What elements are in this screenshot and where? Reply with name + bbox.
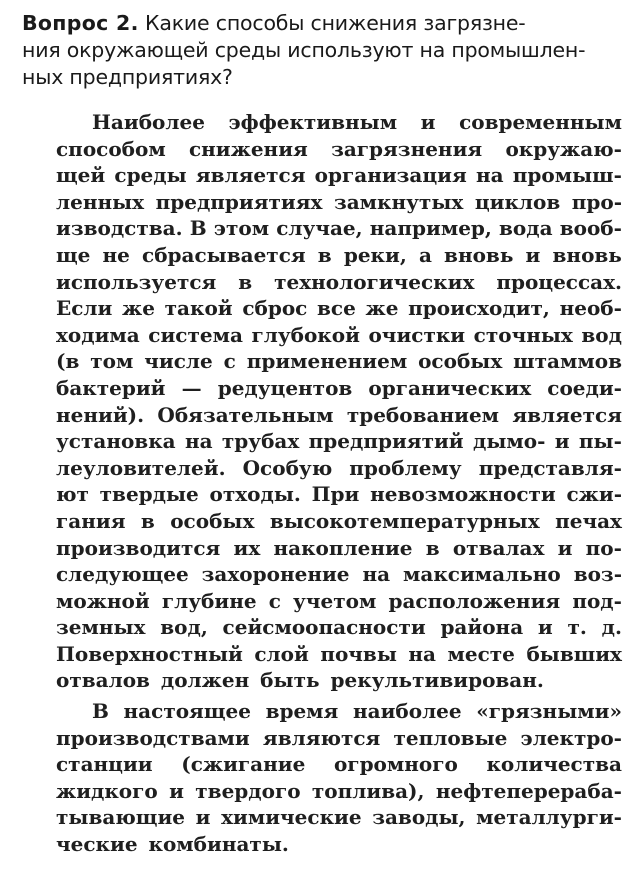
word: и — [420, 110, 436, 134]
word: реки, — [343, 242, 407, 267]
word: очистки — [368, 322, 466, 347]
word: производствами — [56, 725, 250, 750]
word: тепловые — [393, 725, 508, 750]
word: бактерий — [56, 375, 166, 400]
word: сейсмоопасности — [222, 615, 426, 640]
word: твердые — [99, 482, 199, 507]
word: Наиболее — [92, 110, 205, 134]
word: на — [408, 641, 436, 666]
text-line — [56, 375, 622, 402]
word: ют — [56, 482, 89, 507]
text-line — [56, 751, 622, 778]
word: изводства. — [56, 216, 183, 241]
word: представля- — [478, 455, 622, 480]
word: производится — [56, 535, 221, 560]
word: в — [425, 535, 440, 560]
word: требованием — [346, 402, 500, 427]
text-line — [56, 804, 622, 831]
word: невозможности — [370, 482, 556, 507]
question-text: Какие способы снижения загрязне- — [145, 11, 526, 35]
word: глубине — [161, 588, 257, 613]
text-line — [56, 136, 622, 163]
word: следующее — [56, 562, 189, 587]
word: Особую — [242, 455, 333, 480]
word: и — [525, 242, 541, 267]
word: их — [233, 535, 261, 560]
word: почвы — [320, 641, 397, 666]
text-line — [56, 189, 622, 216]
word: ходима — [56, 322, 140, 347]
word: и — [537, 615, 553, 640]
word: вновь — [444, 242, 514, 267]
word: накопление — [273, 535, 413, 560]
word: (сжигание — [181, 752, 306, 777]
word: загрязнения — [331, 136, 483, 161]
word: воз- — [573, 562, 622, 587]
word: и — [557, 535, 573, 560]
question-block — [22, 10, 622, 91]
word: земных — [56, 615, 146, 640]
word: штаммов — [513, 349, 622, 374]
word: отвалах — [452, 535, 545, 560]
word: Если — [56, 296, 113, 321]
word: промыш- — [512, 163, 622, 188]
word: т. — [567, 615, 587, 640]
word: печах — [555, 508, 622, 533]
text-line: отвалов должен быть рекультивирован. — [56, 668, 544, 693]
text-line — [56, 322, 622, 349]
word: органических — [368, 375, 532, 400]
word: соеди- — [547, 375, 622, 400]
word: случае, — [276, 216, 363, 241]
word: тывающие — [56, 805, 186, 830]
word: на — [362, 562, 391, 587]
word: предприятиях — [155, 189, 323, 214]
word: электро- — [520, 725, 622, 750]
word: способом — [56, 136, 166, 161]
word: и — [169, 778, 184, 803]
word: Поверхностный — [56, 641, 243, 666]
word: в — [140, 508, 155, 533]
word: бывших — [526, 641, 622, 666]
word: (в — [56, 349, 80, 374]
word: сбрасывается — [142, 242, 306, 267]
text-line — [56, 481, 622, 508]
word: время — [265, 699, 339, 724]
text-line — [56, 162, 622, 189]
word: станции — [56, 752, 153, 777]
word: с — [268, 588, 281, 613]
word: отходы. — [209, 482, 301, 507]
text-line — [56, 535, 622, 562]
word: числе — [144, 349, 213, 374]
word: все — [317, 296, 356, 321]
word: в — [317, 242, 332, 267]
text-line — [56, 588, 622, 615]
word: заводы, — [372, 805, 466, 830]
question-line: ния окружающей среды используют на промышлен- — [22, 38, 586, 62]
word: химические — [221, 805, 362, 830]
word: по- — [585, 535, 622, 560]
word: твердого — [195, 778, 301, 803]
word: циклов — [474, 189, 561, 214]
word: дымо- — [472, 429, 546, 454]
word: окружаю- — [505, 136, 622, 161]
word: особых — [418, 349, 503, 374]
text-line — [56, 508, 622, 535]
word: же — [122, 296, 155, 321]
word: нений). — [56, 402, 145, 427]
word: вод, — [160, 615, 208, 640]
word: месте — [447, 641, 515, 666]
word: топлива), — [311, 778, 425, 803]
text-line — [56, 725, 622, 752]
word: этом — [213, 216, 270, 241]
word: применением — [246, 349, 408, 374]
text-line — [56, 641, 622, 668]
word: захоронение — [201, 562, 350, 587]
word: происходит, — [408, 296, 550, 321]
word: том — [90, 349, 134, 374]
text-line — [56, 455, 622, 482]
paragraph — [56, 698, 622, 858]
word: максимально — [402, 562, 561, 587]
word: учетом — [293, 588, 377, 613]
word: района — [440, 615, 524, 640]
text-line — [56, 428, 622, 455]
word: ще — [56, 242, 91, 267]
word: жидкого — [56, 778, 158, 803]
word: настоящее — [123, 699, 251, 724]
word: технологических — [274, 269, 475, 294]
word: замкнутых — [333, 189, 464, 214]
text-line — [56, 348, 622, 375]
word: нефтеперераба- — [435, 778, 622, 803]
word: В — [92, 699, 109, 724]
word: система — [148, 322, 243, 347]
word: эффективным — [228, 110, 398, 134]
word: щей — [56, 163, 106, 188]
word: пы- — [578, 429, 622, 454]
word: огромного — [333, 752, 458, 777]
word: глубокой — [251, 322, 360, 347]
text-line — [56, 269, 622, 296]
word: предприятий — [308, 429, 464, 454]
word: в — [238, 269, 253, 294]
question-line — [22, 10, 622, 37]
word: количества — [486, 752, 622, 777]
text-line — [56, 109, 622, 136]
word: д. — [601, 615, 622, 640]
text-line — [56, 778, 622, 805]
text-line — [56, 402, 622, 429]
word: трубах — [221, 429, 300, 454]
text-line — [56, 561, 622, 588]
word: и — [195, 805, 211, 830]
word: вновь — [552, 242, 622, 267]
word: гания — [56, 508, 126, 533]
word: среды — [114, 163, 187, 188]
word: на — [184, 429, 213, 454]
text-line — [56, 698, 622, 725]
word: и — [554, 429, 570, 454]
word: же — [365, 296, 399, 321]
word: металлурги- — [476, 805, 622, 830]
word: вод — [581, 322, 622, 347]
question-line: ных предприятиях? — [22, 65, 233, 89]
answer-text — [56, 109, 622, 858]
word: можной — [56, 588, 150, 613]
word: редуцентов — [217, 375, 353, 400]
word: на — [475, 163, 504, 188]
word: с — [223, 349, 236, 374]
text-line — [56, 242, 622, 269]
word: необ- — [559, 296, 622, 321]
word: В — [189, 216, 207, 241]
word: процессах. — [496, 269, 622, 294]
word: является — [512, 402, 622, 427]
word: вода — [499, 216, 553, 241]
word: расположения — [388, 588, 561, 613]
word: особых — [170, 508, 255, 533]
text-line — [56, 295, 622, 322]
word: являются — [262, 725, 381, 750]
word: современным — [459, 110, 622, 134]
word: «грязными» — [476, 699, 622, 724]
word: под- — [572, 588, 622, 613]
word: проблему — [349, 455, 462, 480]
text-line — [56, 614, 622, 641]
word: леуловителей. — [56, 455, 226, 480]
word: сброс — [242, 296, 308, 321]
word: такой — [164, 296, 233, 321]
question-label: Вопрос 2. — [22, 11, 139, 35]
word: ленных — [56, 189, 145, 214]
word: слой — [254, 641, 309, 666]
word: а — [418, 242, 432, 267]
word: например, — [369, 216, 492, 241]
word: сжи- — [566, 482, 622, 507]
word: про- — [571, 189, 622, 214]
paragraph — [56, 109, 622, 694]
word: высокотемпературных — [269, 508, 540, 533]
word: наиболее — [352, 699, 462, 724]
word: не — [102, 242, 130, 267]
word: снижения — [188, 136, 308, 161]
text-line: ческие комбинаты. — [56, 832, 289, 857]
word: Обязательным — [157, 402, 334, 427]
word: используется — [56, 269, 217, 294]
word: организация — [314, 163, 467, 188]
word: При — [311, 482, 360, 507]
word: — — [181, 375, 202, 400]
word: является — [195, 163, 306, 188]
word: сточных — [473, 322, 573, 347]
text-line — [56, 215, 622, 242]
word: вооб- — [559, 216, 622, 241]
word: установка — [56, 429, 176, 454]
